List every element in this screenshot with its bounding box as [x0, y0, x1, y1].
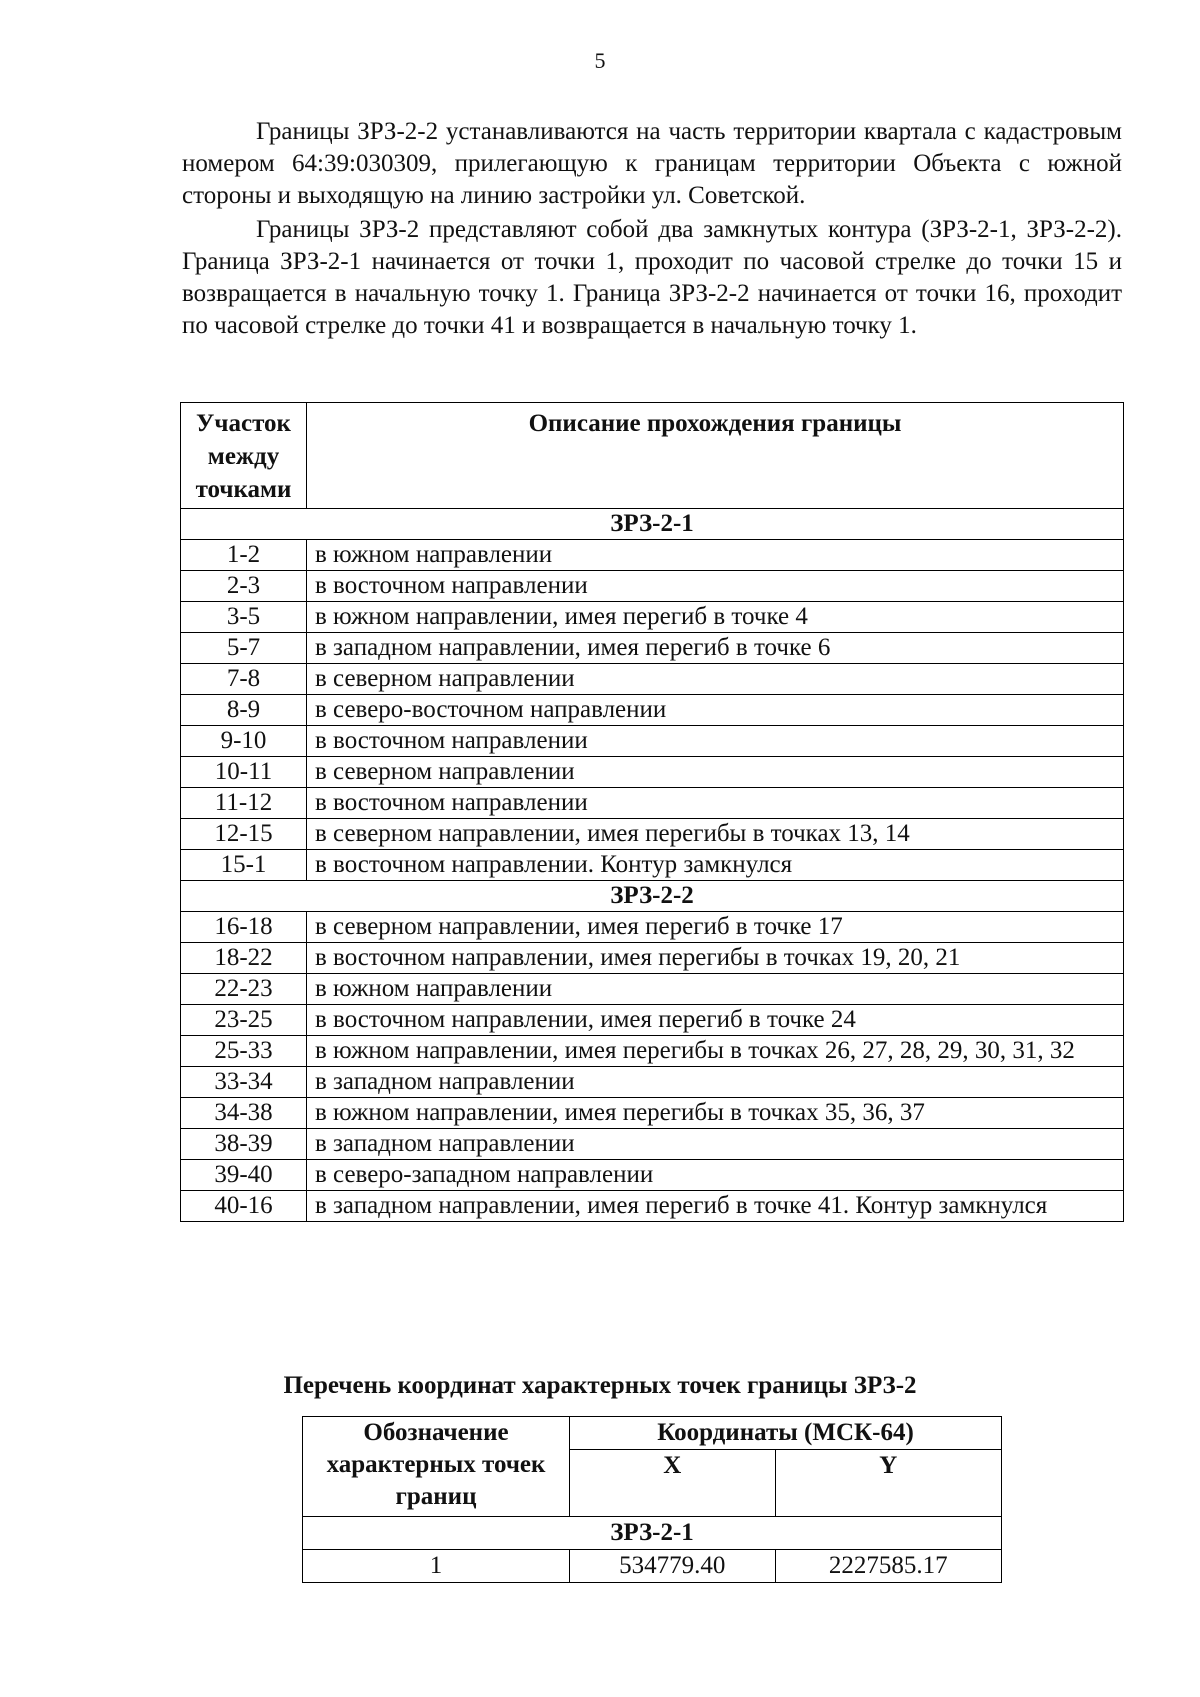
header-point-line2: характерных точек — [326, 1451, 546, 1478]
header-description: Описание прохождения границы — [307, 403, 1124, 509]
description-cell: в западном направлении — [307, 1067, 1124, 1098]
table-row — [181, 571, 1124, 602]
description-cell: в восточном направлении, имея перегиб в точке 24 — [307, 1005, 1124, 1036]
boundary-table-body — [181, 509, 1124, 1222]
section-title: ЗРЗ-2-2 — [181, 881, 1124, 912]
coords-section-title: ЗРЗ-2-1 — [303, 1517, 1002, 1550]
section-row — [181, 509, 1124, 540]
description-cell: в южном направлении — [307, 974, 1124, 1005]
description-cell: в восточном направлении — [307, 571, 1124, 602]
section-title: ЗРЗ-2-1 — [181, 509, 1124, 540]
description-cell: в северном направлении — [307, 757, 1124, 788]
description-cell: в северном направлении, имея перегибы в точках 13, 14 — [307, 819, 1124, 850]
description-cell: в восточном направлении — [307, 788, 1124, 819]
table-row — [181, 912, 1124, 943]
description-cell: в восточном направлении. Контур замкнулся — [307, 850, 1124, 881]
segment-cell: 39-40 — [181, 1160, 307, 1191]
table-row — [181, 540, 1124, 571]
segment-cell: 38-39 — [181, 1129, 307, 1160]
header-segment — [181, 403, 307, 509]
table-row — [303, 1550, 1002, 1583]
segment-cell: 23-25 — [181, 1005, 307, 1036]
segment-cell: 8-9 — [181, 695, 307, 726]
segment-cell: 22-23 — [181, 974, 307, 1005]
segment-cell: 40-16 — [181, 1191, 307, 1222]
segment-cell: 11-12 — [181, 788, 307, 819]
segment-cell: 15-1 — [181, 850, 307, 881]
table-row — [181, 1191, 1124, 1222]
table-row — [181, 819, 1124, 850]
table-header-row — [181, 403, 1124, 509]
segment-cell: 2-3 — [181, 571, 307, 602]
description-cell: в западном направлении, имея перегиб в точке 6 — [307, 633, 1124, 664]
boundary-description-table — [180, 402, 1124, 1222]
description-cell: в северо-западном направлении — [307, 1160, 1124, 1191]
description-cell: в западном направлении, имея перегиб в точке 41. Контур замкнулся — [307, 1191, 1124, 1222]
header-segment-line3: точками — [195, 476, 292, 503]
point-id: 1 — [303, 1550, 570, 1583]
table-row — [181, 664, 1124, 695]
header-y: Y — [775, 1450, 1001, 1517]
description-cell: в западном направлении — [307, 1129, 1124, 1160]
table-row — [181, 788, 1124, 819]
table-row — [181, 1005, 1124, 1036]
segment-cell: 16-18 — [181, 912, 307, 943]
table-row — [181, 1067, 1124, 1098]
description-cell: в южном направлении, имея перегиб в точке 4 — [307, 602, 1124, 633]
table-row — [181, 974, 1124, 1005]
header-segment-line2: между — [207, 443, 280, 470]
segment-cell: 34-38 — [181, 1098, 307, 1129]
table-row — [181, 1160, 1124, 1191]
header-point-line1: Обозначение — [363, 1419, 509, 1446]
coordinates-title: Перечень координат характерных точек границы ЗРЗ-2 — [283, 1372, 917, 1399]
point-x: 534779.40 — [570, 1550, 776, 1583]
segment-cell: 9-10 — [181, 726, 307, 757]
segment-cell: 10-11 — [181, 757, 307, 788]
description-cell: в южном направлении, имея перегибы в точках 35, 36, 37 — [307, 1098, 1124, 1129]
segment-cell: 33-34 — [181, 1067, 307, 1098]
table-row — [181, 633, 1124, 664]
description-cell: в северном направлении — [307, 664, 1124, 695]
description-cell: в восточном направлении — [307, 726, 1124, 757]
segment-cell: 25-33 — [181, 1036, 307, 1067]
description-cell: в северном направлении, имея перегиб в точке 17 — [307, 912, 1124, 943]
header-x: X — [570, 1450, 776, 1517]
table-row — [181, 1036, 1124, 1067]
segment-cell: 7-8 — [181, 664, 307, 695]
table-row — [181, 850, 1124, 881]
table-row — [181, 726, 1124, 757]
paragraph-zrz-2-contours: Границы ЗРЗ-2 представляют собой два замкнутых контура (ЗРЗ-2-1, ЗРЗ-2-2). Граница ЗРЗ-2-1 начинается от точки 1, проходит по часовой стрелке до точки 15 и возвращается в начальную точку 1. Граница ЗРЗ-2-2 начинается от точки 16, проходит по часовой стрелке до точки 41 и возвращается в начальную точку 1. — [182, 216, 1122, 339]
point-y: 2227585.17 — [775, 1550, 1001, 1583]
header-coordinates: Координаты (МСК-64) — [570, 1417, 1002, 1450]
section-row — [181, 881, 1124, 912]
description-cell: в южном направлении, имея перегибы в точках 26, 27, 28, 29, 30, 31, 32 — [307, 1036, 1124, 1067]
segment-cell: 12-15 — [181, 819, 307, 850]
table-row — [181, 757, 1124, 788]
coords-header-row — [303, 1417, 1002, 1450]
description-cell: в южном направлении — [307, 540, 1124, 571]
table-row — [181, 943, 1124, 974]
coords-section-row — [303, 1517, 1002, 1550]
segment-cell: 1-2 — [181, 540, 307, 571]
description-cell: в восточном направлении, имея перегибы в точках 19, 20, 21 — [307, 943, 1124, 974]
coordinates-table — [302, 1416, 1002, 1583]
table-row — [181, 602, 1124, 633]
page-number: 5 — [594, 48, 606, 73]
description-cell: в северо-восточном направлении — [307, 695, 1124, 726]
segment-cell: 18-22 — [181, 943, 307, 974]
table-row — [181, 695, 1124, 726]
segment-cell: 3-5 — [181, 602, 307, 633]
paragraph-zrz-2-2-boundaries: Границы ЗРЗ-2-2 устанавливаются на часть территории квартала с кадастровым номером 64:39:030309, прилегающую к границам территории Объекта с южной стороны и выходящую на линию застройки ул. Советской. — [182, 118, 1122, 209]
header-point-designation — [303, 1417, 570, 1517]
header-point-line3: границ — [395, 1483, 477, 1510]
table-row — [181, 1129, 1124, 1160]
segment-cell: 5-7 — [181, 633, 307, 664]
header-segment-line1: Участок — [196, 410, 291, 437]
table-row — [181, 1098, 1124, 1129]
